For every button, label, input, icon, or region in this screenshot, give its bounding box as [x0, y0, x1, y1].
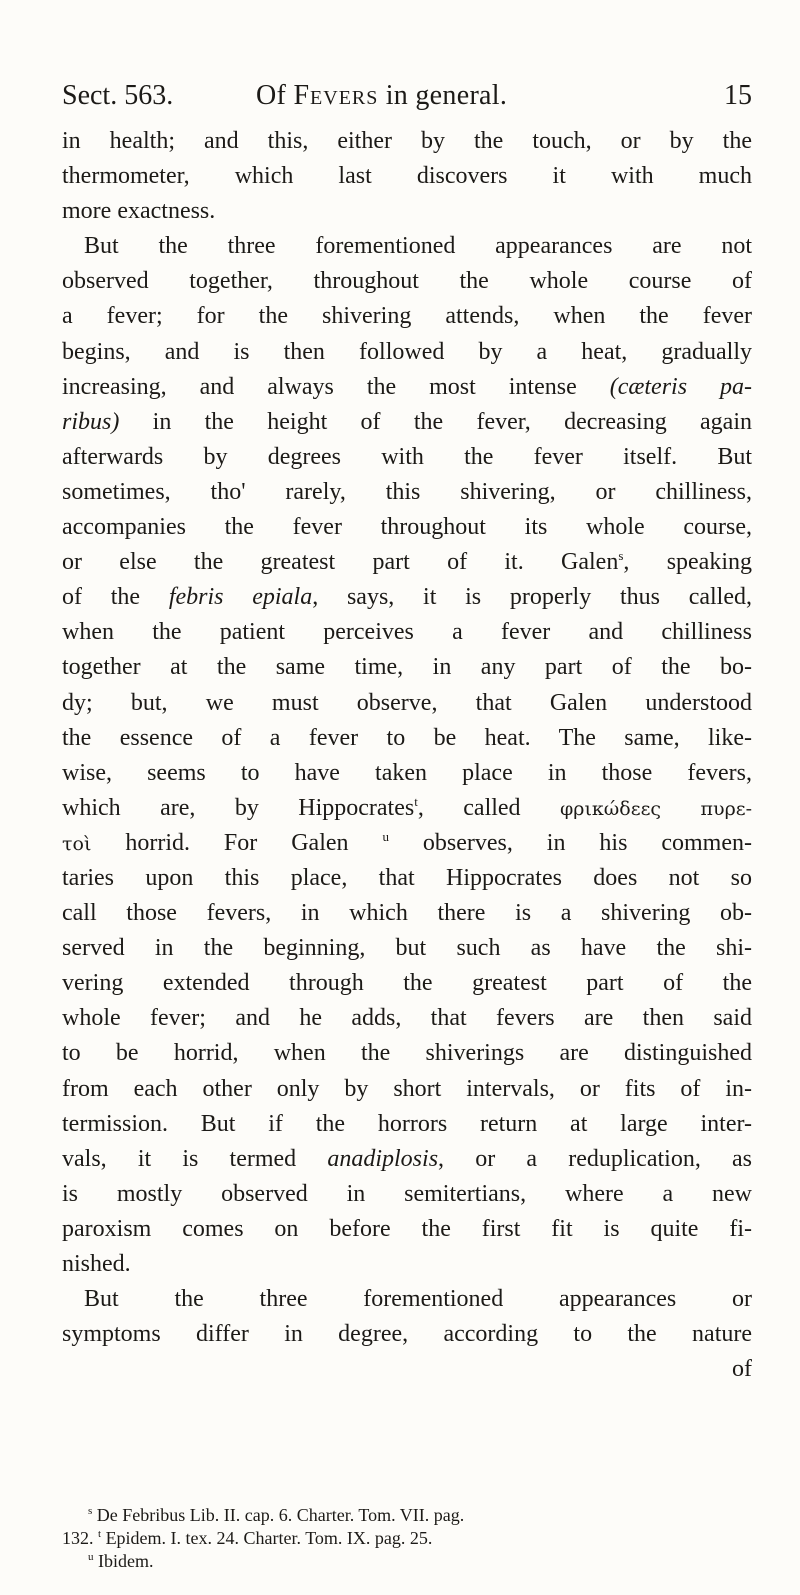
- text-line: [62, 1142, 752, 1177]
- text-line: [62, 1352, 752, 1387]
- text-line: [62, 896, 752, 931]
- footnote-text: Epidem. I. tex. 24. Charter. Tom. IX. pag. 25.: [101, 1528, 433, 1548]
- line-text: served in the beginning, but such as have the shi-: [62, 935, 752, 962]
- text-line: [62, 1177, 752, 1212]
- body-text: [62, 124, 752, 1387]
- line-text: together at the same time, in any part of the bo-: [62, 654, 752, 681]
- text-line: [62, 826, 752, 861]
- text-line: [62, 686, 752, 721]
- italic-term: febris epiala: [168, 584, 313, 611]
- text-line: [62, 229, 752, 264]
- line-text: taries upon this place, that Hippocrates does not so: [62, 864, 752, 891]
- line-text: which are, by Hippocrates: [62, 794, 415, 821]
- text-line: [62, 1001, 752, 1036]
- line-text: termission. But if the horrors return at large inter-: [62, 1110, 752, 1137]
- line-text: But the three forementioned appearances are not: [84, 233, 752, 260]
- line-text: is mostly observed in semitertians, where a new: [62, 1180, 752, 1207]
- text-line: [62, 370, 752, 405]
- line-text: or else the greatest part of it. Galen: [62, 549, 619, 576]
- text-line: [62, 650, 752, 685]
- text-line: [62, 124, 752, 159]
- text-line: [62, 299, 752, 334]
- line-text: from each other only by short intervals, or fits of in-: [62, 1075, 752, 1102]
- italic-term: (cæteris pa-: [609, 373, 752, 400]
- footnote: [62, 1504, 752, 1527]
- line-text: of: [732, 1356, 752, 1383]
- running-head: [62, 74, 752, 118]
- running-title: [256, 74, 507, 118]
- footnote: [62, 1527, 752, 1550]
- line-text: afterwards by degrees with the fever itself. But: [62, 443, 752, 470]
- text-line: [62, 1282, 752, 1317]
- text-line: [62, 335, 752, 370]
- text-line: [62, 756, 752, 791]
- line-text: paroxism comes on before the first fit is quite fi-: [62, 1215, 752, 1242]
- text-line: [62, 1107, 752, 1142]
- greek-term: φρικώδεες πυρε-: [560, 797, 752, 820]
- footnote-mark: s: [88, 1505, 93, 1517]
- line-text: when the patient perceives a fever and chilliness: [62, 619, 752, 646]
- line-text: vering extended through the greatest part of the: [62, 970, 752, 997]
- footnote-mark: t: [414, 793, 418, 809]
- footnote-mark: t: [98, 1528, 102, 1540]
- line-text: accompanies the fever throughout its whole course,: [62, 514, 752, 541]
- line-text: nished.: [62, 1251, 131, 1277]
- line-text: call those fevers, in which there is a shivering ob-: [62, 900, 752, 927]
- footnote-text: De Febribus Lib. II. cap. 6. Charter. Tom. VII. pag.: [92, 1505, 465, 1525]
- line-text: a fever; for the shivering attends, when the fever: [62, 303, 752, 330]
- text-line: [62, 861, 752, 896]
- line-text: increasing, and always the most intense: [62, 373, 610, 400]
- line-text: , or a reduplication, as: [438, 1145, 752, 1172]
- text-line: [62, 545, 752, 580]
- footnote-mark: s: [618, 548, 624, 564]
- text-line: [62, 264, 752, 299]
- line-text: to be horrid, when the shiverings are distinguished: [62, 1040, 752, 1067]
- text-line: [62, 615, 752, 650]
- text-line: [62, 159, 752, 194]
- line-text: whole fever; and he adds, that fevers are then said: [62, 1005, 752, 1032]
- line-text: horrid. For Galen: [91, 829, 383, 856]
- footnotes: [62, 1504, 752, 1573]
- italic-term: anadiplosis: [327, 1145, 439, 1172]
- italic-term: ribus): [62, 408, 120, 435]
- line-text: in health; and this, either by the touch, or by the: [62, 128, 752, 154]
- footnote: [62, 1550, 752, 1573]
- line-text: symptoms differ in degree, according to the nature: [62, 1321, 752, 1348]
- text-line: [62, 194, 752, 229]
- text-line: [62, 1247, 752, 1282]
- footnote-text: Ibidem.: [93, 1551, 154, 1571]
- title-prefix: Of: [256, 80, 287, 111]
- text-line: [62, 1212, 752, 1247]
- greek-term: τοὶ: [62, 832, 92, 855]
- line-text: vals, it is termed: [62, 1145, 328, 1172]
- line-text: observed together, throughout the whole course of: [62, 268, 752, 295]
- line-text: But the three forementioned appearances or: [84, 1286, 752, 1313]
- line-text: begins, and is then followed by a heat, gradually: [62, 338, 752, 365]
- text-line: [62, 405, 752, 440]
- text-line: [62, 1317, 752, 1352]
- text-line: [62, 791, 752, 826]
- page-number: 15: [724, 80, 752, 111]
- title-word: Fevers: [293, 80, 379, 111]
- line-text: of the: [62, 584, 169, 611]
- text-line: [62, 966, 752, 1001]
- title-suffix: in general.: [385, 80, 508, 111]
- text-line: [62, 721, 752, 756]
- section-number: Sect. 563.: [62, 80, 174, 111]
- text-line: [62, 475, 752, 510]
- footnote-text: 132.: [62, 1528, 98, 1548]
- footnote-mark: u: [88, 1551, 94, 1563]
- text-line: [62, 1072, 752, 1107]
- line-text: dy; but, we must observe, that Galen understood: [62, 689, 752, 716]
- line-text: , called: [417, 794, 560, 821]
- line-text: wise, seems to have taken place in those fevers,: [62, 759, 752, 786]
- text-line: [62, 931, 752, 966]
- line-text: , says, it is properly thus called,: [312, 584, 752, 611]
- text-line: [62, 1036, 752, 1071]
- text-line: [62, 510, 752, 545]
- text-line: [62, 580, 752, 615]
- line-text: the essence of a fever to be heat. The same, like-: [62, 724, 752, 751]
- line-text: sometimes, tho' rarely, this shivering, or chilliness,: [62, 478, 752, 505]
- line-text: , speaking: [623, 549, 752, 576]
- text-line: [62, 440, 752, 475]
- footnote-mark: u: [382, 828, 389, 844]
- line-text: thermometer, which last discovers it with much: [62, 163, 752, 190]
- line-text: observes, in his commen-: [388, 829, 752, 856]
- line-text: more exactness.: [62, 198, 216, 225]
- line-text: in the height of the fever, decreasing again: [119, 408, 752, 435]
